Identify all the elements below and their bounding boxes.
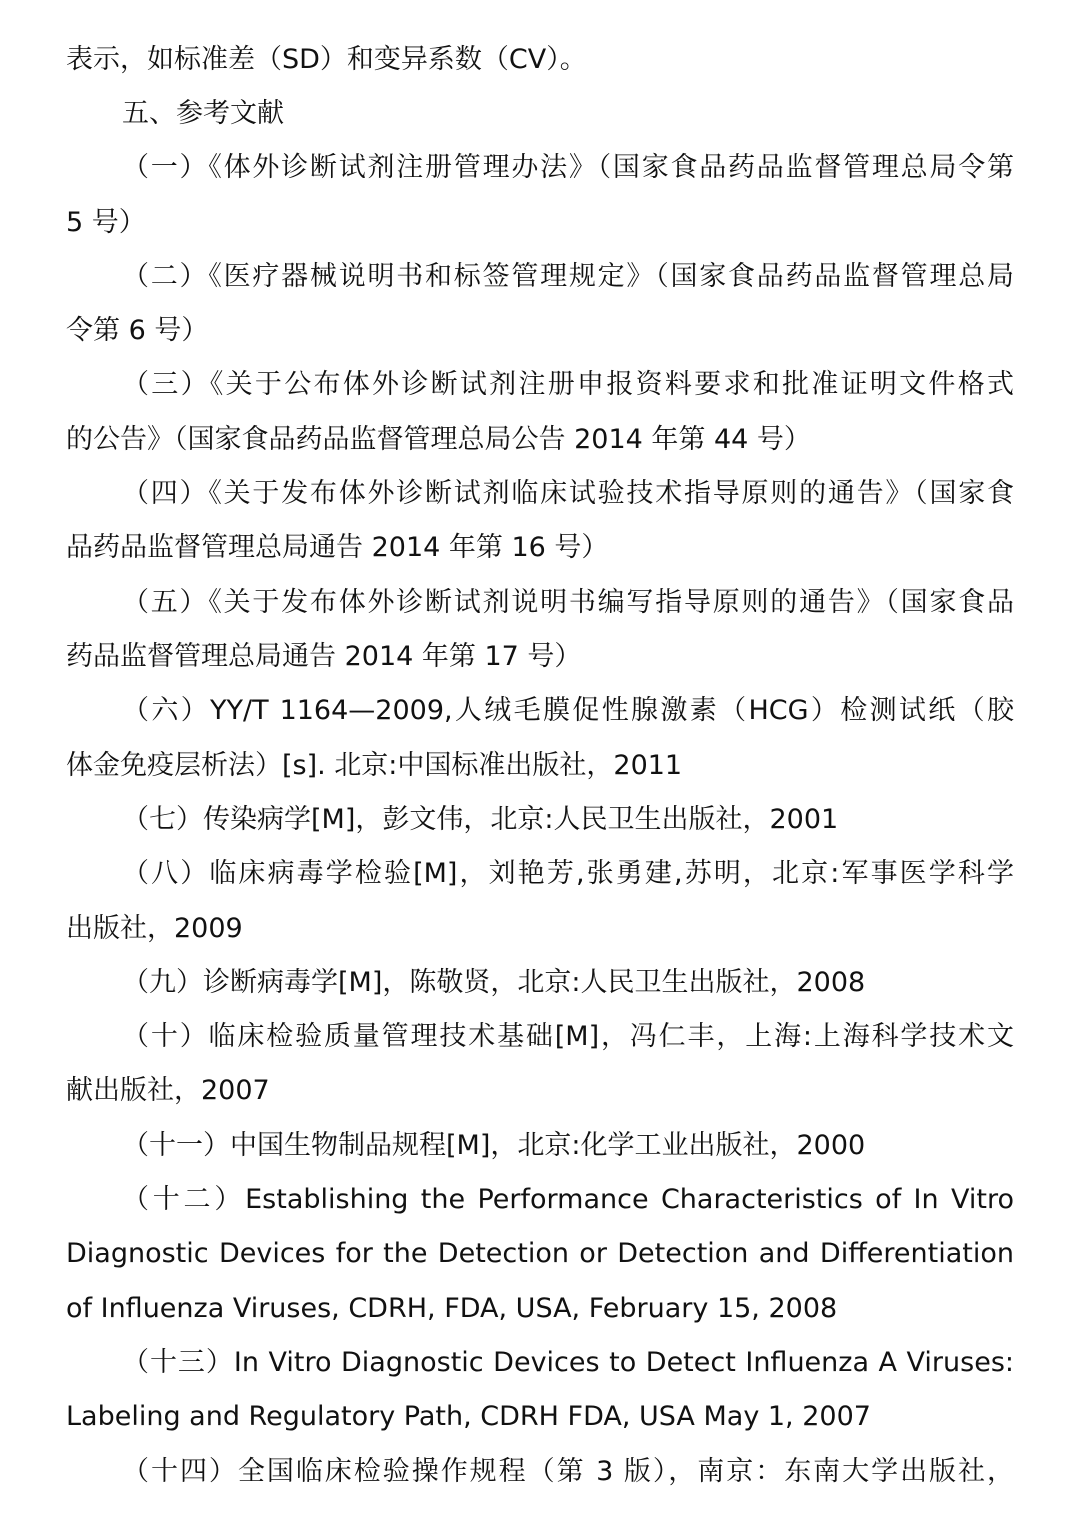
reference-2-cont: 令第 6 号） xyxy=(66,315,209,346)
reference-4-cont: 品药品监督管理总局通告 2014 年第 16 号） xyxy=(66,532,609,563)
section-heading-references: 五、参考文献 xyxy=(122,98,284,129)
reference-12-cont-1: Diagnostic Devices for the Detection or Detection and Differentiation xyxy=(66,1238,1014,1269)
reference-6-cont: 体金免疫层析法）[s]. 北京:中国标准出版社，2011 xyxy=(66,750,683,781)
reference-4: （四）《关于发布体外诊断试剂临床试验技术指导原则的通告》（国家食 xyxy=(122,478,1014,509)
reference-2: （二）《医疗器械说明书和标签管理规定》（国家食品药品监督管理总局 xyxy=(122,261,1014,292)
reference-14: （十四）全国临床检验操作规程（第 3 版），南京：东南大学出版社， xyxy=(122,1456,1014,1487)
reference-8-cont: 出版社，2009 xyxy=(66,913,243,944)
reference-10: （十）临床检验质量管理技术基础[M]，冯仁丰，上海:上海科学技术文 xyxy=(122,1021,1014,1052)
reference-1-cont: 5 号） xyxy=(66,207,146,238)
reference-5: （五）《关于发布体外诊断试剂说明书编写指导原则的通告》（国家食品 xyxy=(122,587,1014,618)
reference-5-cont: 药品监督管理总局通告 2014 年第 17 号） xyxy=(66,641,582,672)
reference-3-cont: 的公告》（国家食品药品监督管理总局公告 2014 年第 44 号） xyxy=(66,424,811,455)
reference-12: （十二）Establishing the Performance Characteristics of In Vitro xyxy=(122,1184,1014,1215)
reference-1: （一）《体外诊断试剂注册管理办法》（国家食品药品监督管理总局令第 xyxy=(122,152,1014,183)
reference-13: （十三）In Vitro Diagnostic Devices to Detect Influenza A Viruses: xyxy=(122,1347,1014,1378)
reference-12-cont-2: of Influenza Viruses, CDRH, FDA, USA, February 15, 2008 xyxy=(66,1293,838,1324)
text-line-continuation: 表示，如标准差（SD）和变异系数（CV）。 xyxy=(66,44,587,75)
reference-13-cont: Labeling and Regulatory Path, CDRH FDA, USA May 1, 2007 xyxy=(66,1401,871,1432)
reference-11: （十一）中国生物制品规程[M]，北京:化学工业出版社，2000 xyxy=(122,1130,866,1161)
reference-8: （八）临床病毒学检验[M]，刘艳芳,张勇建,苏明，北京:军事医学科学 xyxy=(122,858,1014,889)
reference-7: （七）传染病学[M]，彭文伟，北京:人民卫生出版社，2001 xyxy=(122,804,839,835)
reference-3: （三）《关于公布体外诊断试剂注册申报资料要求和批准证明文件格式 xyxy=(122,369,1014,400)
reference-10-cont: 献出版社，2007 xyxy=(66,1075,270,1106)
reference-9: （九）诊断病毒学[M]，陈敬贤，北京:人民卫生出版社，2008 xyxy=(122,967,866,998)
reference-6: （六）YY/T 1164—2009,人绒毛膜促性腺激素（HCG）检测试纸（胶 xyxy=(122,695,1014,726)
